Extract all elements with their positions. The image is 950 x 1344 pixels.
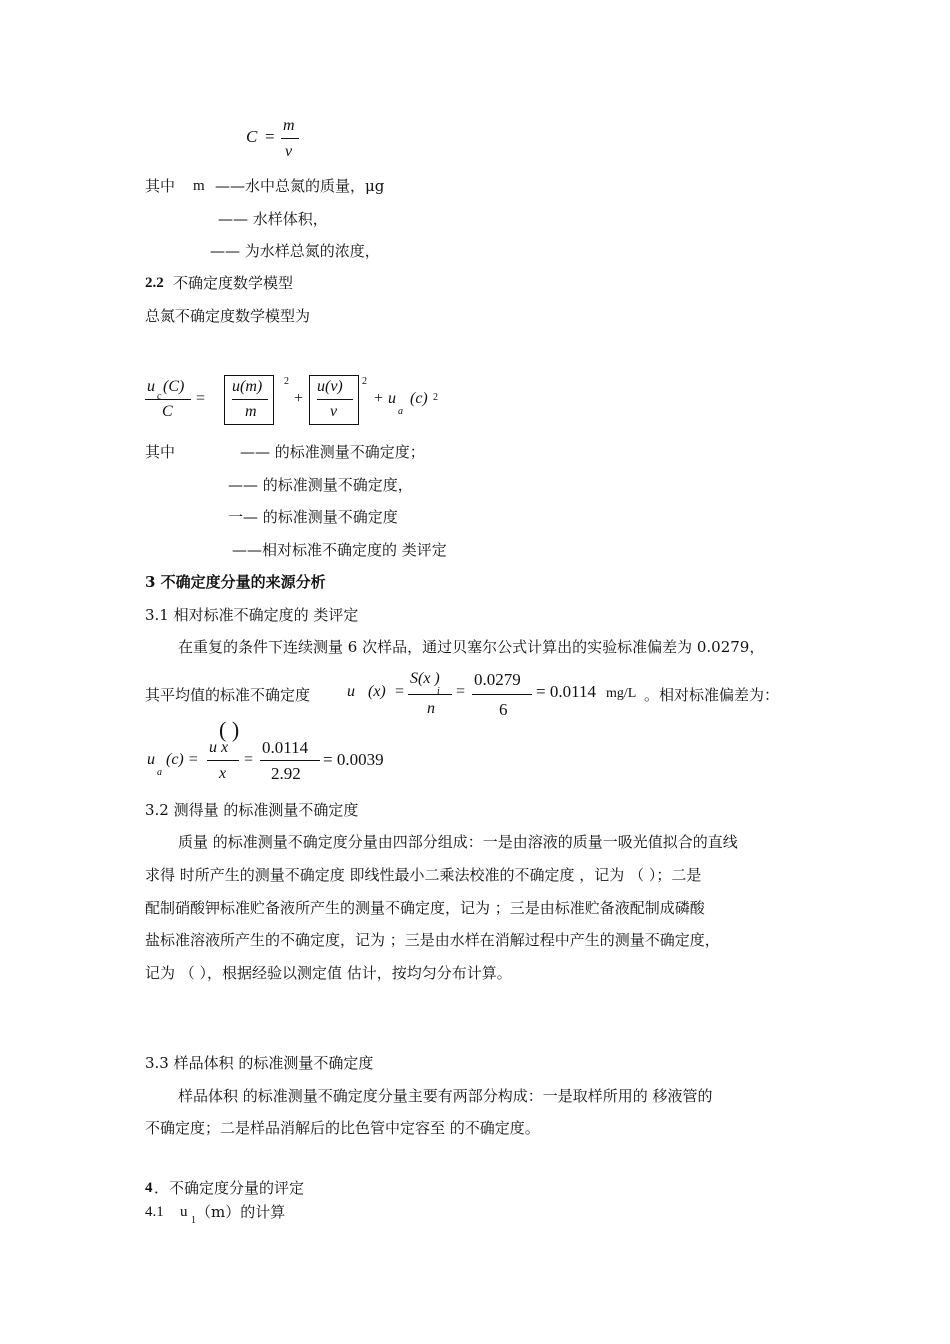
section-4-1-number: 4.1 xyxy=(145,1204,164,1220)
formula2-square-1: 2 xyxy=(284,376,289,387)
section-4-1-rest: （m）的计算 xyxy=(196,1203,286,1221)
section-3-1-paragraph-1: 在重复的条件下连续测量 6 次样品，通过贝塞尔公式计算出的实验标准偏差为 0.0279， xyxy=(178,638,765,656)
f3-x: x xyxy=(219,765,227,782)
f3-c: (c) = xyxy=(166,751,199,768)
f31-bar-2 xyxy=(472,694,532,695)
f31-eq-2: = xyxy=(456,683,466,700)
formula2-square-3: 2 xyxy=(433,392,438,403)
formula2-eq: = xyxy=(196,390,206,407)
f3-bar-1 xyxy=(207,760,239,761)
f31-den: 6 xyxy=(499,700,508,719)
formula2-uc: u xyxy=(147,378,155,395)
f3-bar-2 xyxy=(260,760,320,761)
section-3-2-paragraph-4: 盐标准溶液所产生的不确定度，记为 ；三是由水样在消解过程中产生的测量不确定度， xyxy=(145,931,720,949)
f31-Sx: S(x ) xyxy=(410,670,440,687)
f31-x: (x) xyxy=(368,683,386,700)
formula2-C-denominator: C xyxy=(162,403,173,420)
formula2-c-subscript: c xyxy=(157,391,162,402)
where2-lead: 其中 xyxy=(145,443,176,461)
f31-eq-1: = xyxy=(395,683,405,700)
f31-num: 0.0279 xyxy=(474,670,521,689)
section-3-2-paragraph-2: 求得 时所产生的测量不确定度 即线性最小二乘法校准的不确定度 ，记为 （ ）；二是 xyxy=(145,866,702,884)
formula1-lhs: C xyxy=(246,127,258,146)
section-3-2-paragraph-1: 质量 的标准测量不确定度分量由四部分组成：一是由溶液的质量一吸光值拟合的直线 xyxy=(178,833,738,851)
f31-bar-1 xyxy=(408,694,452,695)
section-4-number: 4 xyxy=(145,1180,153,1196)
formula2-bar-v xyxy=(317,399,353,400)
f31-u: u xyxy=(347,683,355,700)
where2-line3: 一— 的标准测量不确定度 xyxy=(228,508,398,526)
section-3-2-paragraph-3: 配制硝酸钾标准贮备液所产生的测量不确定度，记为 ；三是由标准贮备液配制成磷酸 xyxy=(145,899,705,917)
formula2-uv: u(v) xyxy=(317,378,343,395)
f3-den: 2.92 xyxy=(271,764,301,783)
formula2-plus-1: + xyxy=(294,390,304,407)
f3-num: 0.0114 xyxy=(262,738,309,757)
f3-eq: = xyxy=(244,751,254,768)
section-2-2-number: 2.2 xyxy=(145,275,164,291)
section-3-3-paragraph-1: 样品体积 的标准测量不确定度分量主要有两部分构成：一是取样所用的 移液管的 xyxy=(178,1087,713,1105)
section-4-1-u: u xyxy=(180,1204,188,1220)
formula2-a-subscript: a xyxy=(398,406,403,417)
f31-n: n xyxy=(427,700,435,717)
section-3-2-paragraph-5: 记为 （ ），根据经验以测定值 估计，按均匀分布计算。 xyxy=(145,964,512,982)
section-4-title: ．不确定度分量的评定 xyxy=(154,1179,305,1197)
f31-unit: mg/L xyxy=(606,686,637,701)
formula2-ua: u xyxy=(388,390,396,407)
f31-result: = 0.0114 xyxy=(536,682,596,701)
where2-line2: —— 的标准测量不确定度， xyxy=(228,476,413,494)
section-3-1-paragraph-2b: 。相对标准偏差为： xyxy=(644,686,780,704)
section-3-2-title: 3.2 测得量 的标准测量不确定度 xyxy=(145,801,359,819)
f3-a-subscript: a xyxy=(157,767,162,778)
section-3-1-paragraph-2a: 其平均值的标准不确定度 xyxy=(145,686,311,704)
where1-lead: 其中 xyxy=(145,177,176,195)
formula1-eq: = xyxy=(265,127,275,146)
formula1-fraction-bar xyxy=(281,138,299,139)
formula2-m: m xyxy=(245,403,257,420)
section-3-3-paragraph-2: 不确定度；二是样品消解后的比色管中定容至 的不确定度。 xyxy=(145,1119,540,1137)
section-3-1-title: 3.1 相对标准不确定度的 类评定 xyxy=(145,606,359,624)
formula1-denominator: v xyxy=(285,143,293,160)
formula2-plus-2: + xyxy=(374,390,384,407)
section-3-title: 3 不确定度分量的来源分析 xyxy=(145,573,326,591)
f3-result: = 0.0039 xyxy=(323,750,384,769)
where1-symbol: m xyxy=(193,178,205,194)
where1-line3: —— 为水样总氮的浓度， xyxy=(210,242,380,260)
f3-ux: u x xyxy=(209,739,229,756)
section-2-2-intro: 总氮不确定度数学模型为 xyxy=(145,307,311,325)
f31-i-subscript: i xyxy=(437,686,440,697)
where1-line2: —— 水样体积， xyxy=(218,210,328,228)
where1-line1: ——水中总氮的质量，μg xyxy=(215,177,385,195)
formula2-square-2: 2 xyxy=(362,376,367,387)
formula2-fraction-bar xyxy=(145,399,191,400)
formula2-c-paren: (c) xyxy=(410,390,428,407)
f3-paren: ( ) xyxy=(219,717,240,742)
formula1-numerator: m xyxy=(283,117,295,134)
section-2-2-title: 不确定度数学模型 xyxy=(173,274,294,292)
where2-line4: ——相对标准不确定度的 类评定 xyxy=(232,541,447,559)
formula2-v: v xyxy=(330,403,338,420)
f3-u: u xyxy=(147,751,155,768)
formula2-bar-m xyxy=(232,399,268,400)
where2-line1: —— 的标准测量不确定度； xyxy=(240,443,425,461)
formula2-um: u(m) xyxy=(232,378,263,395)
section-4-1-index: 1 xyxy=(191,1215,196,1226)
section-3-3-title: 3.3 样品体积 的标准测量不确定度 xyxy=(145,1054,374,1072)
formula2-paren-C: (C) xyxy=(163,378,185,395)
